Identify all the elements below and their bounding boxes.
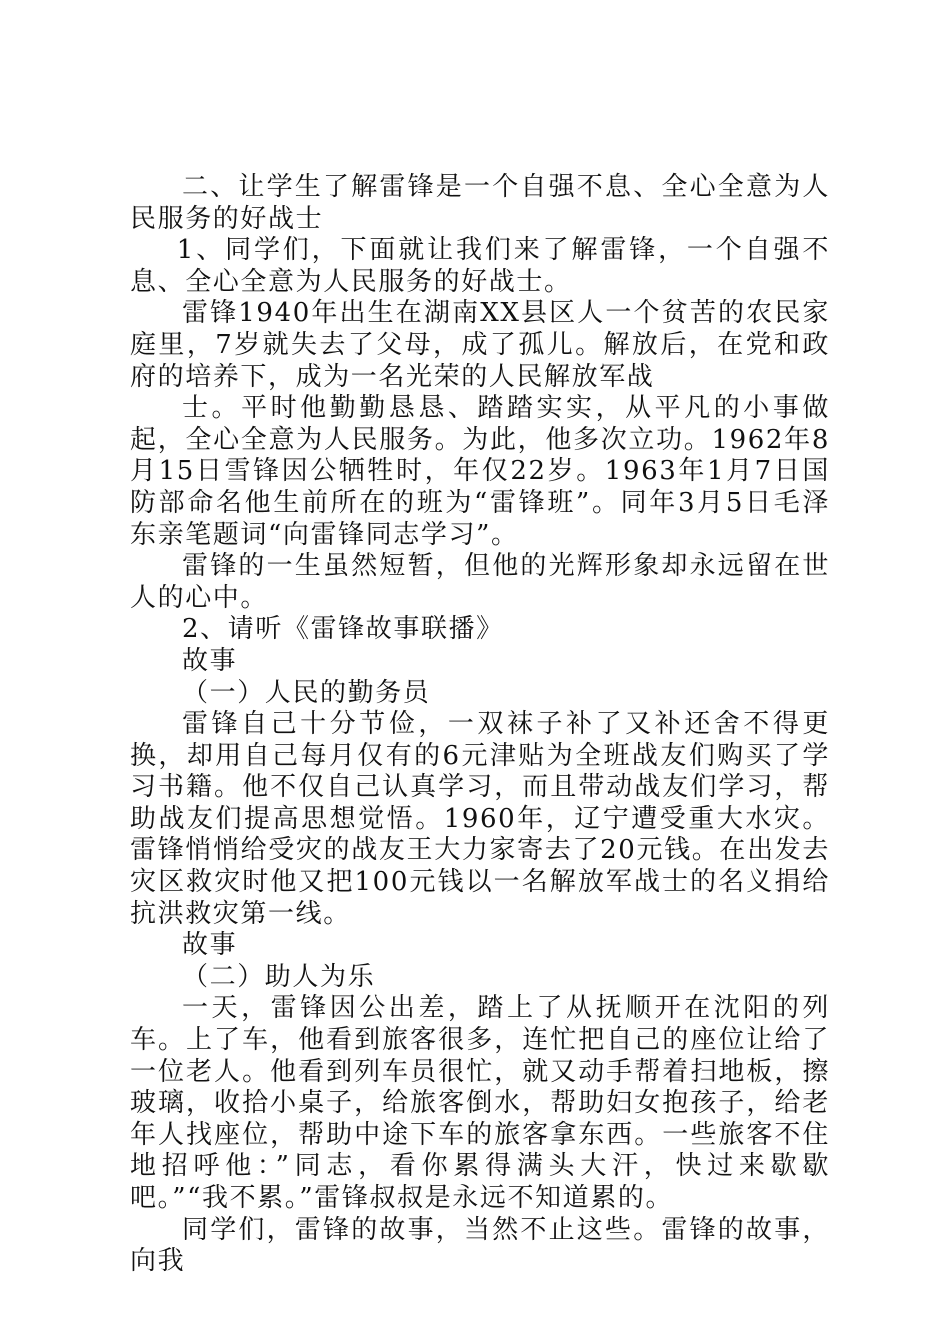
story-title: （一）人民的勤务员 — [182, 677, 431, 708]
paragraph: 雷锋1940年出生在湖南XX县区人一个贫苦的农民家庭里，7岁就失去了父母，成了孤儿。解放后，在党和政府的培养下，成为一名光荣的人民解放军战 — [130, 298, 830, 392]
paragraph: 1、同学们，下面就让我们来了解雷锋，一个自强不息、全心全意为人民服务的好战士。 — [130, 235, 830, 297]
story-title: （二）助人为乐 — [182, 961, 376, 992]
paragraph: 雷锋自己十分节俭，一双袜子补了又补还舍不得更换，却用自己每月仅有的6元津贴为全班战友们购买了学习书籍。他不仅自己认真学习，而且带动战友们学习，帮助战友们提高思想觉悟。1960年，辽宁遭受重大水灾。雷锋悄悄给受灾的战友王大力家寄去了20元钱。在出发去灾区救灾时他又把100元钱以一名解放军战士的名义捐给抗洪救灾第一线。 — [130, 709, 830, 929]
paragraph: 雷锋的一生虽然短暂，但他的光辉形象却永远留在世人的心中。 — [130, 551, 830, 613]
paragraph: 士。平时他勤勤恳恳、踏踏实实，从平凡的小事做起，全心全意为人民服务。为此，他多次立功。1962年8月15日雪锋因公牺牲时，年仅22岁。1963年1月7日国防部命名他生前所在的班为“雷锋班”。同年3月5日毛泽东亲笔题词“向雷锋同志学习”。 — [130, 393, 830, 550]
story-label: 故事 — [182, 645, 238, 676]
paragraph: 2、请听《雷锋故事联播》 — [182, 614, 504, 645]
section-heading: 二、让学生了解雷锋是一个自强不息、全心全意为人民服务的好战士 — [130, 172, 830, 234]
story-label: 故事 — [182, 930, 238, 961]
document-body — [130, 172, 830, 1278]
paragraph: 一天，雷锋因公出差，踏上了从抚顺开在沈阳的列车。上了车，他看到旅客很多，连忙把自己的座位让给了一位老人。他看到列车员很忙，就又动手帮着扫地板，擦玻璃，收拾小桌子，给旅客倒水，帮助妇女抱孩子，给老年人找座位，帮助中途下车的旅客拿东西。一些旅客不住地招呼他：”同志，看你累得满头大汗，快过来歇歇吧。”“我不累。”雷锋叔叔是永远不知道累的。 — [130, 993, 830, 1213]
paragraph: 同学们，雷锋的故事，当然不止这些。雷锋的故事，向我 — [130, 1214, 830, 1277]
